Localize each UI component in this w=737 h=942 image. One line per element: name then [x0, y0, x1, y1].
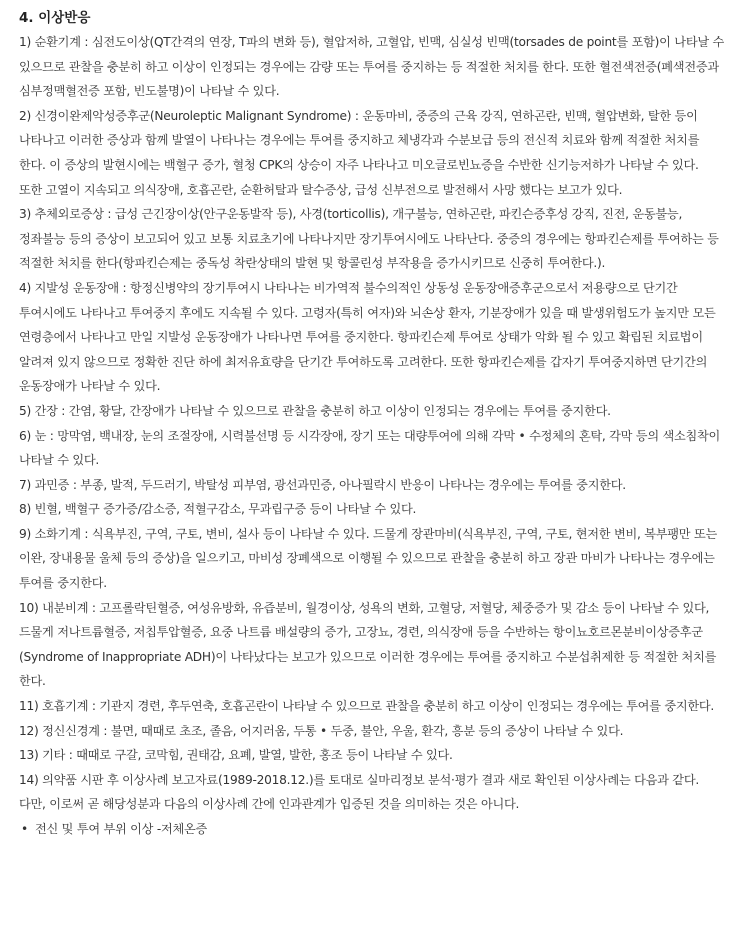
bullet-text: 전신 및 투여 부위 이상 -저체온증 — [35, 822, 208, 836]
item-neuropsychiatric: 12) 정신신경계 : 불면, 때때로 초조, 졸음, 어지러움, 두통 • 두중, 불안, 우울, 환각, 흥분 등의 증상이 나타날 수 있다. — [19, 723, 624, 738]
item-cardiovascular: 1) 순환기계 : 심전도이상(QT간격의 연장, T파의 변화 등), 혈압저하, 고혈압, 빈맥, 심실성 빈맥(torsades de point를 포함)이 나타날 수 있으므로 관찰을 충분히 하고 이상이 인정되는 경우에는 감량 또는 투여를 중지하는 등 적절한 처치를 한다. 또한 혈전색전증(폐색전증과 심부정맥혈전증 포함, 빈도불명)이 나타날 수 있다. — [19, 35, 725, 99]
item-tardive-dyskinesia: 4) 지발성 운동장애 : 항정신병약의 장기투여시 나타나는 비가역적 불수의적인 상동성 운동장애증후군으로서 저용량으로 단기간 투여시에도 나타나고 투여중지 후에도 지속될 수 있다. 고령자(특히 여자)와 뇌손상 환자, 기분장애가 있을 때 발생위험도가 높지만 모든 연령층에서 나타나고 만일 지발성 운동장애가 나타나면 투여를 중지한다. 항파킨슨제 투여로 상태가 악화 될 수 있고 확립된 치료법이 알려져 있지 않으므로 정확한 진단 하에 최저유효량을 단기간 투여하도록 고려한다. 또한 항파킨슨제를 갑자기 투여중지하면 단기간의 운동장애가 나타날 수 있다. — [19, 280, 716, 394]
item-liver: 5) 간장 : 간염, 황달, 간장애가 나타날 수 있으므로 관찰을 충분히 하고 이상이 인정되는 경우에는 투여를 중지한다. — [19, 403, 611, 418]
item-nms: 2) 신경이완제악성증후군(Neuroleptic Malignant Syndrome) : 운동마비, 중증의 근육 강직, 연하곤란, 빈맥, 혈압변화, 탈한 등이 나타나고 이러한 증상과 함께 발열이 나타나는 경우에는 투여를 중지하고 체냉각과 수분보급 등의 전신적 치료와 함께 적절한 처치를 한다. 이 증상의 발현시에는 백혈구 증가, 혈청 CPK의 상승이 자주 나타나고 미오글로빈뇨증을 수반한 신기능저하가 나타날 수 있다. 또한 고열이 지속되고 의식장애, 호흡곤란, 순환허탈과 탈수증상, 급성 신부전으로 발전해서 사망 했다는 보고가 있다. — [19, 108, 700, 197]
item-hypersensitivity: 7) 과민증 : 부종, 발적, 두드러기, 박탈성 피부염, 광선과민증, 아나필락시 반응이 나타나는 경우에는 투여를 중지한다. — [19, 477, 626, 492]
item-eye: 6) 눈 : 망막염, 백내장, 눈의 조절장애, 시력불선명 등 시각장애, 장기 또는 대량투여에 의해 각막 • 수정체의 혼탁, 각막 등의 색소침착이 나타날 수 있다. — [19, 428, 721, 468]
section-title: 4. 이상반응 — [19, 10, 91, 26]
item-postmarketing: 14) 의약품 시판 후 이상사례 보고자료(1989-2018.12.)를 토대로 실마리정보 분석·평가 결과 새로 확인된 이상사례는 다음과 같다. 다만, 이로써 곧 해당성분과 다음의 이상사례 간에 인과관계가 입증된 것을 의미하는 것은 아니다. — [19, 772, 699, 812]
item-respiratory: 11) 호흡기계 : 기관지 경련, 후두연축, 호흡곤란이 나타날 수 있으므로 관찰을 충분히 하고 이상이 인정되는 경우에는 투여를 중지한다. — [19, 699, 715, 714]
bullet-item — [19, 817, 725, 842]
item-digestive: 9) 소화기계 : 식욕부진, 구역, 구토, 변비, 설사 등이 나타날 수 있다. 드물게 장관마비(식욕부진, 구역, 구토, 현저한 변비, 복부팽만 또는 이완, 장내용물 울체 등의 증상)을 일으키고, 마비성 장폐색으로 이행될 수 있으므로 관찰을 충분히 하고 장관 마비가 나타나는 경우에는 투여를 중지한다. — [19, 526, 717, 591]
item-extrapyramidal: 3) 추체외로증상 : 급성 근긴장이상(안구운동발작 등), 사경(torticollis), 개구불능, 연하곤란, 파킨슨증후성 강직, 진전, 운동불능, 정좌불능 등의 증상이 보고되어 있고 보통 치료초기에 나타나지만 장기투여시에도 나타난다. 중증의 경우에는 항파킨슨제를 투여하는 등 적절한 처치를 한다(항파킨슨제는 중독성 착란상태의 발현 및 항콜린성 부작용을 증가시키므로 신중히 투여한다.). — [19, 207, 719, 271]
item-endocrine: 10) 내분비계 : 고프롤락틴혈증, 여성유방화, 유즙분비, 월경이상, 성욕의 변화, 고혈당, 저혈당, 체중증가 및 감소 등이 나타날 수 있다, 드물게 저나트륨혈증, 저칩투압혈증, 요중 나트륨 배설량의 증가, 고장뇨, 경련, 의식장애 등을 수반하는 항이뇨호르몬분비이상증후군(Syndrome of Inappropriate ADH)이 나타났다는 보고가 있으므로 이러한 경우에는 투여를 중지하고 수분섭취제한 등 적절한 처치를 한다. — [19, 600, 717, 689]
bullet-marker: • — [21, 822, 28, 836]
item-blood: 8) 빈혈, 백혈구 증가증/감소증, 적혈구감소, 무과립구증 등이 나타날 수 있다. — [19, 502, 417, 517]
item-other: 13) 기타 : 때때로 구갈, 코막힘, 권태감, 요폐, 발열, 발한, 홍조 등이 나타날 수 있다. — [19, 748, 453, 763]
